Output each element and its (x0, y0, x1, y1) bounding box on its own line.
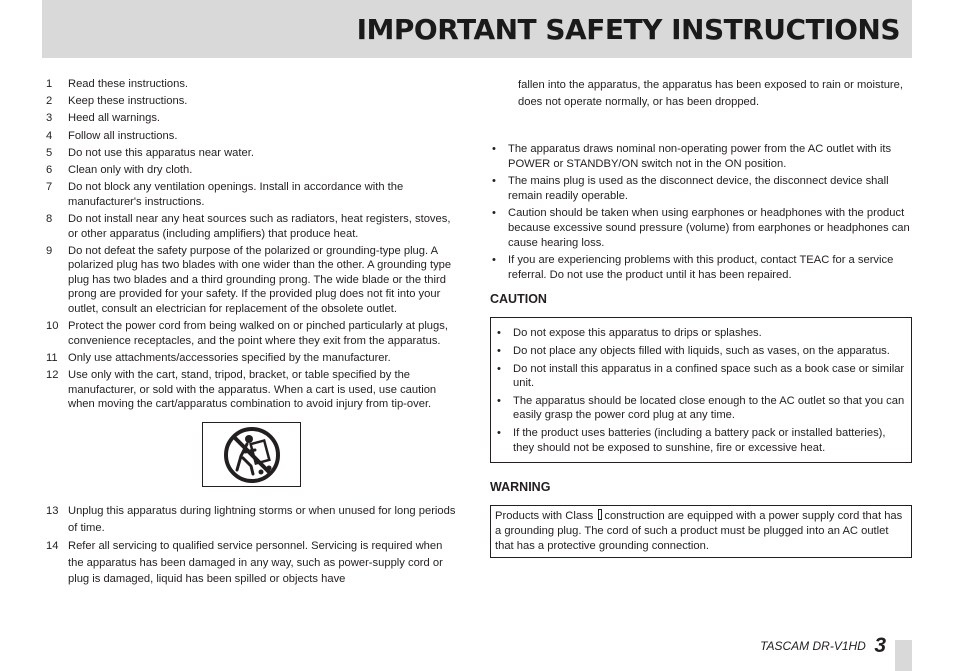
list-item: • Caution should be taken when using earphones or headphones with the product because excessive sound pressure (volume) from earphones or headphones can cause hearing loss. (490, 206, 912, 250)
item-text: Follow all instructions. (68, 129, 178, 142)
list-item (46, 319, 458, 348)
item-number: 2 (46, 95, 53, 108)
list-item (46, 146, 458, 161)
list-item (46, 212, 458, 241)
caution-box (490, 317, 912, 463)
item-text: Do not defeat the safety purpose of the polarized or grounding-type plug. A polarized plug has two blades with one wider than the other. A grounding type plug has two blades and a third grounding prong. The wide blade or the third prong are provided for your safety. If the provided plug does not fit into your outlet, consult an electrician for replacement of the obsolete outlet. (68, 244, 452, 316)
list-item: • The apparatus should be located close enough to the AC outlet so that you can easily grasp the power cord plug at any time. (495, 394, 907, 423)
list-item: • Do not expose this apparatus to drips or splashes. (495, 326, 907, 341)
warning-text-end: construction are equipped with a power supply cord that has a grounding plug. The cord of such a product must be plugged into an AC outlet that has a protective grounding connection. (495, 510, 903, 553)
item-number: 8 (46, 212, 53, 225)
item-text: Do not use this apparatus near water. (68, 146, 254, 159)
footer (760, 634, 886, 658)
left-column (46, 77, 458, 590)
item-text: Protect the power cord from being walked on or pinched particularly at plugs, convenience receptacles, and the point where they exit from the apparatus. (68, 320, 448, 347)
list-item: • Do not install this apparatus in a confined space such as a book case or similar unit. (495, 362, 907, 391)
right-column (490, 77, 912, 558)
notes-list (490, 142, 912, 282)
cart-tip-over-icon (223, 426, 281, 484)
instruction-list (46, 77, 458, 412)
instruction-list-continued (46, 503, 458, 588)
list-item: • The apparatus draws nominal non-operating power from the AC outlet with its POWER or STANDBY/ON switch not in the ON position. (490, 142, 912, 171)
list-item: • Do not place any objects filled with liquids, such as vases, on the apparatus. (495, 344, 907, 359)
list-item (46, 351, 458, 366)
item-text: Do not install near any heat sources such as radiators, heat registers, stoves, or other apparatus (including amplifiers) that produce heat. (68, 212, 451, 240)
list-item (46, 244, 458, 317)
item-text: Use only with the cart, stand, tripod, bracket, or table specified by the manufacturer, or sold with the apparatus. When a cart is used, use caution when moving the cart/apparatus combination to avoid injury from tip-over. (68, 369, 437, 411)
item-number: 13 (46, 505, 59, 517)
item-number: 6 (46, 163, 53, 176)
item-number: 14 (46, 540, 59, 552)
caution-list (495, 326, 907, 455)
item-number: 9 (46, 244, 53, 257)
item-number: 4 (46, 129, 53, 142)
list-item: • If the product uses batteries (including a battery pack or installed batteries), they should not be exposed to sunshine, fire or excessive heat. (495, 426, 907, 455)
list-item (46, 94, 458, 109)
item-text: Heed all warnings. (68, 112, 161, 125)
item-number: 1 (46, 78, 53, 90)
cart-warning-symbol (202, 422, 301, 487)
class-one-symbol-icon (598, 509, 602, 520)
item-text: Refer all servicing to qualified service personnel. Servicing is required when the apparatus has been damaged in any way, such as power-supply cord or plug is damaged, liquid has been spilled or objects have (68, 540, 443, 585)
warning-box (490, 505, 912, 558)
list-item (46, 129, 458, 144)
item-number: 5 (46, 146, 53, 159)
item-number: 7 (46, 181, 53, 194)
list-item (46, 111, 458, 126)
item-text: Clean only with dry cloth. (68, 163, 193, 176)
caution-heading: CAUTION (490, 292, 547, 307)
header-bar (42, 0, 912, 58)
item-number: 3 (46, 112, 53, 125)
item-text: Only use attachments/accessories specified by the manufacturer. (68, 352, 391, 365)
item-number: 11 (46, 352, 58, 365)
list-item (46, 538, 458, 588)
list-item: • If you are experiencing problems with this product, contact TEAC for a service referral. Do not use the product until it has been repaired. (490, 253, 912, 282)
page-number: 3 (874, 634, 886, 657)
list-item (46, 77, 458, 92)
list-item (46, 163, 458, 178)
item-number: 12 (46, 369, 59, 382)
list-item (46, 368, 458, 412)
item-text: Unplug this apparatus during lightning storms or when unused for long periods of time. (68, 505, 456, 534)
continued-text: fallen into the apparatus, the apparatus has been exposed to rain or moisture, does not operate normally, or has been dropped. (518, 79, 903, 108)
warning-text-start: Products with Class (495, 510, 594, 523)
item-text: Do not block any ventilation openings. Install in accordance with the manufacturer's instructions. (68, 181, 404, 208)
page-tab (895, 640, 912, 671)
page-title: IMPORTANT SAFETY INSTRUCTIONS (356, 13, 900, 46)
list-item (46, 503, 458, 536)
list-item (46, 180, 458, 209)
list-item: • The mains plug is used as the disconnect device, the disconnect device shall remain readily operable. (490, 174, 912, 203)
item-number: 10 (46, 320, 59, 333)
footer-brand: TASCAM DR-V1HD (760, 639, 866, 653)
item-text: Read these instructions. (68, 78, 189, 90)
warning-heading: WARNING (490, 480, 551, 495)
item-text: Keep these instructions. (68, 95, 188, 108)
